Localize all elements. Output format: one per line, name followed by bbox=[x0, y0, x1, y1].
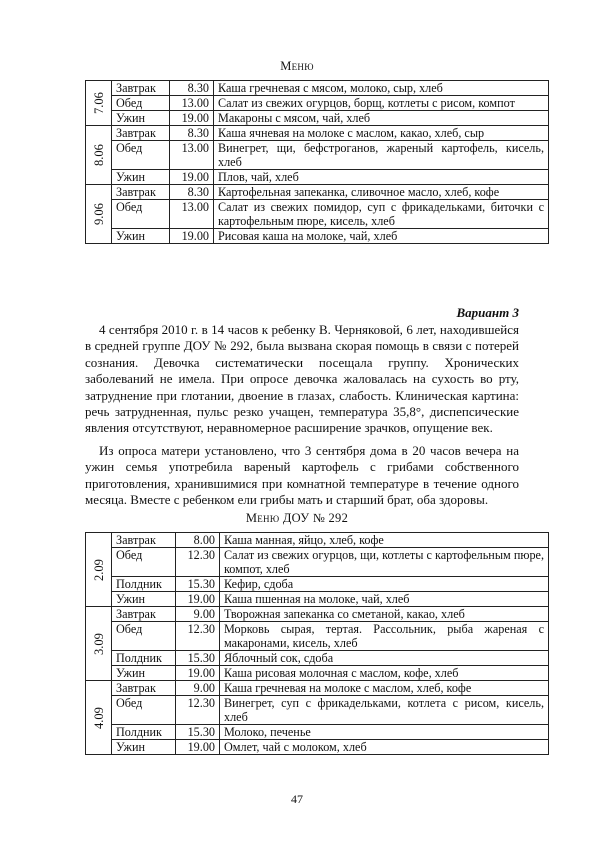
menu-row bbox=[86, 185, 549, 200]
menu-time: 15.30 bbox=[176, 651, 220, 666]
menu-meal: Завтрак bbox=[112, 81, 170, 96]
menu-meal: Ужин bbox=[112, 111, 170, 126]
menu-row bbox=[86, 666, 549, 681]
menu-row bbox=[86, 126, 549, 141]
menu-date bbox=[86, 126, 112, 185]
menu-time: 8.30 bbox=[170, 81, 214, 96]
menu-food: Плов, чай, хлеб bbox=[214, 170, 549, 185]
menu-food: Картофельная запеканка, сливочное масло, хлеб, кофе bbox=[214, 185, 549, 200]
menu-row bbox=[86, 96, 549, 111]
menu-time: 9.00 bbox=[176, 607, 220, 622]
menu-date bbox=[86, 81, 112, 126]
menu-time: 19.00 bbox=[176, 666, 220, 681]
menu-time: 15.30 bbox=[176, 725, 220, 740]
menu-meal: Ужин bbox=[112, 229, 170, 244]
menu-meal: Завтрак bbox=[112, 533, 176, 548]
menu-time: 13.00 bbox=[170, 96, 214, 111]
menu-row bbox=[86, 229, 549, 244]
menu-date bbox=[86, 533, 112, 607]
menu-time: 19.00 bbox=[170, 229, 214, 244]
menu2-title: Меню ДОУ № 292 bbox=[245, 511, 349, 525]
menu-time: 12.30 bbox=[176, 548, 220, 577]
menu-food: Молоко, печенье bbox=[220, 725, 549, 740]
menu-time: 8.00 bbox=[176, 533, 220, 548]
menu-row bbox=[86, 548, 549, 577]
menu-row bbox=[86, 533, 549, 548]
menu-meal: Завтрак bbox=[112, 185, 170, 200]
menu-date-label: 3.09 bbox=[91, 632, 106, 655]
menu-food: Винегрет, щи, бефстроганов, жареный картофель, кисель, хлеб bbox=[214, 141, 549, 170]
menu-food: Каша гречневая на молоке с маслом, хлеб, кофе bbox=[220, 681, 549, 696]
menu-meal: Ужин bbox=[112, 592, 176, 607]
menu-meal: Ужин bbox=[112, 740, 176, 755]
menu-time: 8.30 bbox=[170, 185, 214, 200]
menu-food: Морковь сырая, тертая. Рассольник, рыба жареная с макаронами, кисель, хлеб bbox=[220, 622, 549, 651]
menu-food: Творожная запеканка со сметаной, какао, хлеб bbox=[220, 607, 549, 622]
menu-food: Каша рисовая молочная с маслом, кофе, хлеб bbox=[220, 666, 549, 681]
menu-meal: Завтрак bbox=[112, 607, 176, 622]
menu-time: 13.00 bbox=[170, 141, 214, 170]
menu-meal: Полдник bbox=[112, 651, 176, 666]
menu-meal: Завтрак bbox=[112, 681, 176, 696]
menu-food: Макароны с мясом, чай, хлеб bbox=[214, 111, 549, 126]
menu-food: Каша пшенная на молоке, чай, хлеб bbox=[220, 592, 549, 607]
menu-time: 9.00 bbox=[176, 681, 220, 696]
menu-time: 12.30 bbox=[176, 622, 220, 651]
menu-date-label: 2.09 bbox=[91, 558, 106, 581]
menu-date bbox=[86, 681, 112, 755]
menu-time: 19.00 bbox=[170, 170, 214, 185]
menu-date bbox=[86, 607, 112, 681]
menu-row bbox=[86, 200, 549, 229]
page-number: 47 bbox=[291, 792, 303, 806]
menu-time: 19.00 bbox=[170, 111, 214, 126]
case-paragraph: 4 сентября 2010 г. в 14 часов к ребенку В. Черняковой, 6 лет, находившейся в средней группе ДОУ № 292, была вызвана скорая помощь в связи с потерей сознания. Девочка систематически посещала группу. Хронических заболеваний не имела. При опросе девочка жаловалась на сухость во рту, затруднение при глотании, двоение в глазах, слабость. Клиническая картина: речь затрудненная, пульс резко учащен, температура 35,8°, диспепсические явления отсутствуют, неравномерное расширение зрачков, опущение век. bbox=[85, 322, 519, 436]
menu-date-label: 9.06 bbox=[91, 203, 106, 225]
menu-food: Винегрет, суп с фрикадельками, котлета с рисом, кисель, хлеб bbox=[220, 696, 549, 725]
menu-meal: Обед bbox=[112, 622, 176, 651]
menu-time: 12.30 bbox=[176, 696, 220, 725]
menu-row bbox=[86, 170, 549, 185]
menu-meal: Завтрак bbox=[112, 126, 170, 141]
case-paragraph: Из опроса матери установлено, что 3 сентября дома в 20 часов вечера на ужин семья употребила вареный картофель с грибами собственного приготовления, хранившимися при комнатной температуре в течение одного месяца. Вместе с ребенком ели грибы мать и старший брат, оба здоровы. bbox=[85, 443, 519, 508]
menu-meal: Обед bbox=[112, 696, 176, 725]
menu-meal: Обед bbox=[112, 548, 176, 577]
menu-row bbox=[86, 651, 549, 666]
variant-title: Вариант 3 bbox=[456, 305, 519, 320]
menu-food: Каша ячневая на молоке с маслом, какао, хлеб, сыр bbox=[214, 126, 549, 141]
menu-time: 19.00 bbox=[176, 740, 220, 755]
menu-food: Салат из свежих помидор, суп с фрикадельками, биточки с картофельным пюре, кисель, хлеб bbox=[214, 200, 549, 229]
menu-food: Омлет, чай с молоком, хлеб bbox=[220, 740, 549, 755]
menu-title: Меню bbox=[280, 59, 314, 73]
menu-row bbox=[86, 740, 549, 755]
menu-row bbox=[86, 725, 549, 740]
menu-meal: Обед bbox=[112, 200, 170, 229]
menu-food: Салат из свежих огурцов, борщ, котлеты с рисом, компот bbox=[214, 96, 549, 111]
menu-time: 15.30 bbox=[176, 577, 220, 592]
menu-meal: Ужин bbox=[112, 170, 170, 185]
menu-time: 8.30 bbox=[170, 126, 214, 141]
menu-row bbox=[86, 81, 549, 96]
menu-meal: Обед bbox=[112, 96, 170, 111]
menu-row bbox=[86, 607, 549, 622]
menu-meal: Полдник bbox=[112, 725, 176, 740]
menu-row bbox=[86, 111, 549, 126]
menu-food: Салат из свежих огурцов, щи, котлеты с картофельным пюре, компот, хлеб bbox=[220, 548, 549, 577]
menu-row bbox=[86, 592, 549, 607]
menu-food: Кефир, сдоба bbox=[220, 577, 549, 592]
menu-meal: Обед bbox=[112, 141, 170, 170]
menu-food: Яблочный сок, сдоба bbox=[220, 651, 549, 666]
menu-date-label: 8.06 bbox=[91, 144, 106, 166]
menu-time: 13.00 bbox=[170, 200, 214, 229]
menu-meal: Ужин bbox=[112, 666, 176, 681]
menu-date-label: 4.09 bbox=[91, 706, 106, 729]
menu-row bbox=[86, 622, 549, 651]
menu-date-label: 7.06 bbox=[91, 92, 106, 114]
menu-table bbox=[85, 532, 549, 755]
menu-time: 19.00 bbox=[176, 592, 220, 607]
menu-table bbox=[85, 80, 549, 244]
menu-food: Каша манная, яйцо, хлеб, кофе bbox=[220, 533, 549, 548]
menu-food: Рисовая каша на молоке, чай, хлеб bbox=[214, 229, 549, 244]
menu-row bbox=[86, 577, 549, 592]
menu-row bbox=[86, 696, 549, 725]
menu-row bbox=[86, 681, 549, 696]
menu-meal: Полдник bbox=[112, 577, 176, 592]
menu-row bbox=[86, 141, 549, 170]
menu-date bbox=[86, 185, 112, 244]
menu-food: Каша гречневая с мясом, молоко, сыр, хлеб bbox=[214, 81, 549, 96]
